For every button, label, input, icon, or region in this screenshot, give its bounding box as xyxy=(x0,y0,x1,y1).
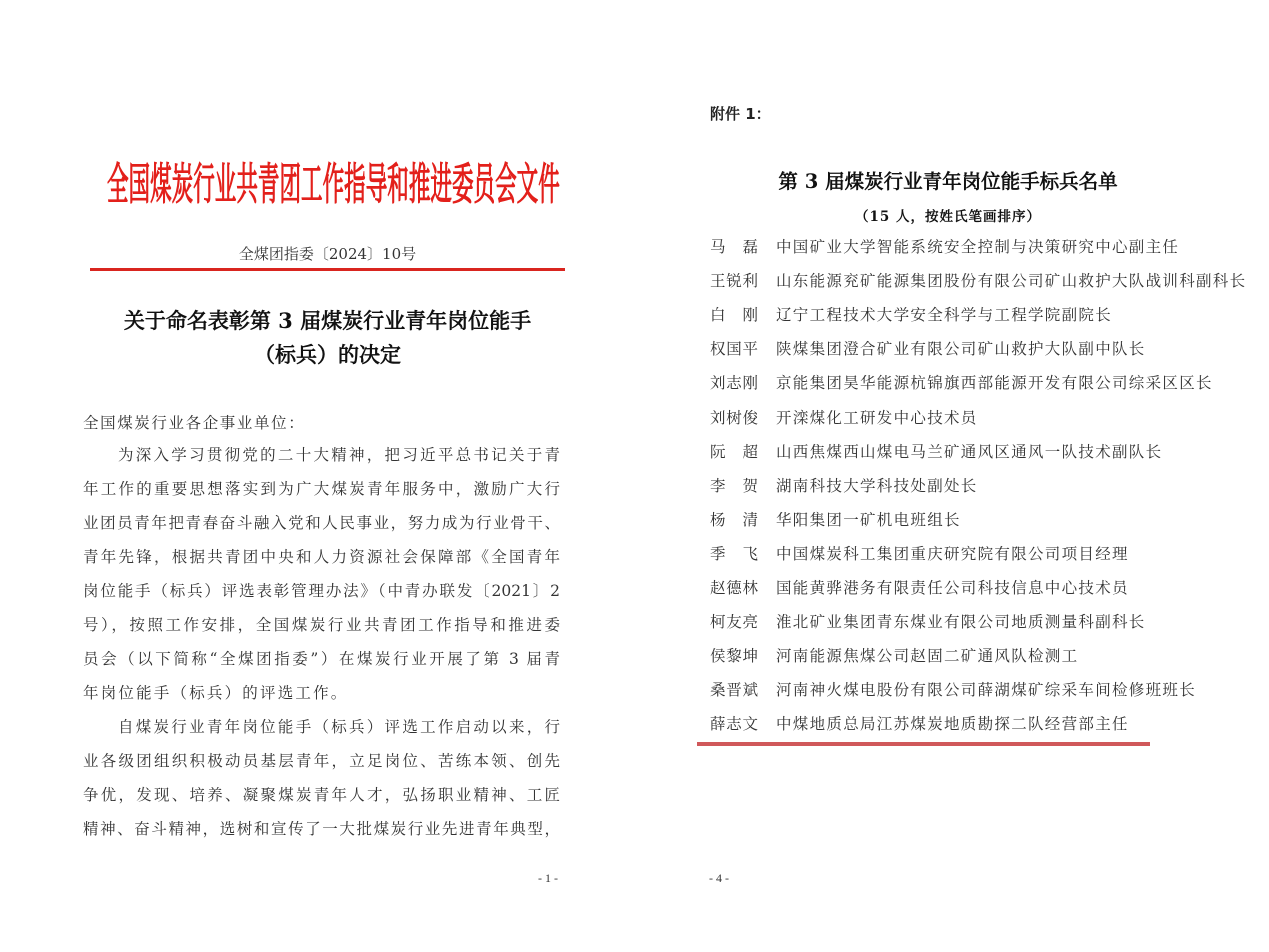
list-item xyxy=(710,578,1129,598)
list-item xyxy=(710,680,1197,700)
honoree-name: 赵德林 xyxy=(710,579,758,597)
list-item xyxy=(710,237,1180,257)
list-item xyxy=(710,442,1163,462)
header-red-rule xyxy=(90,268,565,271)
honoree-name: 柯友亮 xyxy=(710,613,758,632)
list-item xyxy=(710,510,961,530)
honoree-name: 阮 超 xyxy=(710,442,758,461)
honoree-position: 山东能源兖矿能源集团股份有限公司矿山救护大队战训科副科长 xyxy=(776,272,1247,291)
honoree-position: 中国煤炭科工集团重庆研究院有限公司项目经理 xyxy=(776,544,1129,563)
body-text-line: 业团员青年把青春奋斗融入党和人民事业，努力成为行业骨干、 xyxy=(83,514,560,532)
body-text-line: 青年先锋，根据共青团中央和人力资源社会保障部《全国青年 xyxy=(83,548,560,566)
honoree-name: 桑晋斌 xyxy=(710,681,758,700)
decision-title-line-1: 关于命名表彰第 3 届煤炭行业青年岗位能手 xyxy=(123,308,532,333)
body-text-line: 年岗位能手（标兵）的评选工作。 xyxy=(83,684,349,702)
honoree-position: 中煤地质总局江苏煤炭地质勘探二队经营部主任 xyxy=(776,715,1129,734)
honoree-position: 国能黄骅港务有限责任公司科技信息中心技术员 xyxy=(776,579,1129,597)
decision-title-line-2: （标兵）的决定 xyxy=(254,342,401,367)
body-text-line: 员会（以下简称“全煤团指委”）在煤炭行业开展了第 3 届青 xyxy=(83,650,560,668)
honoree-position: 湖南科技大学科技处副处长 xyxy=(776,476,978,495)
salutation: 全国煤炭行业各企事业单位： xyxy=(83,414,306,432)
list-item xyxy=(710,339,1146,359)
list-item xyxy=(710,305,1113,325)
body-text-line: 为深入学习贯彻党的二十大精神，把习近平总书记关于青 xyxy=(118,446,560,464)
body-text-line: 争优，发现、培养、凝聚煤炭青年人才，弘扬职业精神、工匠 xyxy=(83,786,560,804)
list-title: 第 3 届煤炭行业青年岗位能手标兵名单 xyxy=(778,170,1118,193)
honoree-position: 中国矿业大学智能系统安全控制与决策研究中心副主任 xyxy=(776,238,1180,256)
page-number-left: - 1 - xyxy=(538,871,558,885)
honoree-name: 李 贺 xyxy=(710,476,758,495)
honoree-name: 侯黎坤 xyxy=(710,647,758,666)
body-text-line: 自煤炭行业青年岗位能手（标兵）评选工作启动以来，行 xyxy=(118,718,560,736)
honoree-position: 开滦煤化工研发中心技术员 xyxy=(776,408,978,427)
honoree-position: 京能集团昊华能源杭锦旗西部能源开发有限公司综采区区长 xyxy=(776,374,1213,393)
honoree-name: 马 磊 xyxy=(710,238,758,256)
body-text-line: 号），按照工作安排，全国煤炭行业共青团工作指导和推进委 xyxy=(83,616,560,634)
honoree-name: 权国平 xyxy=(710,340,758,359)
list-item xyxy=(710,646,1079,666)
body-text-line: 精神、奋斗精神，选树和宣传了一大批煤炭行业先进青年典型， xyxy=(83,820,560,838)
body-text-line: 业各级团组织积极动员基层青年，立足岗位、苦练本领、创先 xyxy=(83,752,560,770)
list-item xyxy=(710,612,1146,632)
honoree-position: 淮北矿业集团青东煤业有限公司地质测量科副科长 xyxy=(776,613,1146,632)
honoree-position: 华阳集团一矿机电班组长 xyxy=(776,510,961,529)
list-item xyxy=(710,408,978,428)
honoree-position: 辽宁工程技术大学安全科学与工程学院副院长 xyxy=(776,306,1113,325)
honoree-name: 王锐利 xyxy=(710,272,758,291)
honoree-name: 刘志刚 xyxy=(710,374,758,393)
list-end-red-rule xyxy=(697,742,1150,746)
honoree-name: 刘树俊 xyxy=(710,408,758,427)
list-item xyxy=(710,544,1129,564)
list-item xyxy=(710,271,1247,291)
honoree-position: 河南神火煤电股份有限公司薛湖煤矿综采车间检修班班长 xyxy=(776,681,1197,700)
honoree-name: 季 飞 xyxy=(710,544,758,563)
document-header-red-title: 全国煤炭行业共青团工作指导和推进委员会文件 xyxy=(107,159,560,210)
honoree-position: 山西焦煤西山煤电马兰矿通风区通风一队技术副队长 xyxy=(776,442,1163,461)
honoree-position: 陕煤集团澄合矿业有限公司矿山救护大队副中队长 xyxy=(776,340,1146,359)
body-text-line: 岗位能手（标兵）评选表彰管理办法》（中青办联发〔2021〕2 xyxy=(83,582,560,600)
honoree-position: 河南能源焦煤公司赵固二矿通风队检测工 xyxy=(776,647,1079,666)
annex-label: 附件 1： xyxy=(710,105,771,123)
honoree-name: 白 刚 xyxy=(710,306,758,325)
list-item xyxy=(710,476,978,496)
list-item xyxy=(710,373,1213,393)
page-number-right: - 4 - xyxy=(709,871,729,885)
honoree-name: 薛志文 xyxy=(710,715,758,734)
list-subtitle: （15 人，按姓氏笔画排序） xyxy=(855,209,1041,225)
body-text-line: 年工作的重要思想落实到为广大煤炭青年服务中，激励广大行 xyxy=(83,480,560,498)
honoree-name: 杨 清 xyxy=(710,510,758,529)
list-item xyxy=(710,714,1129,734)
document-number: 全煤团指委〔2024〕10号 xyxy=(238,245,417,263)
